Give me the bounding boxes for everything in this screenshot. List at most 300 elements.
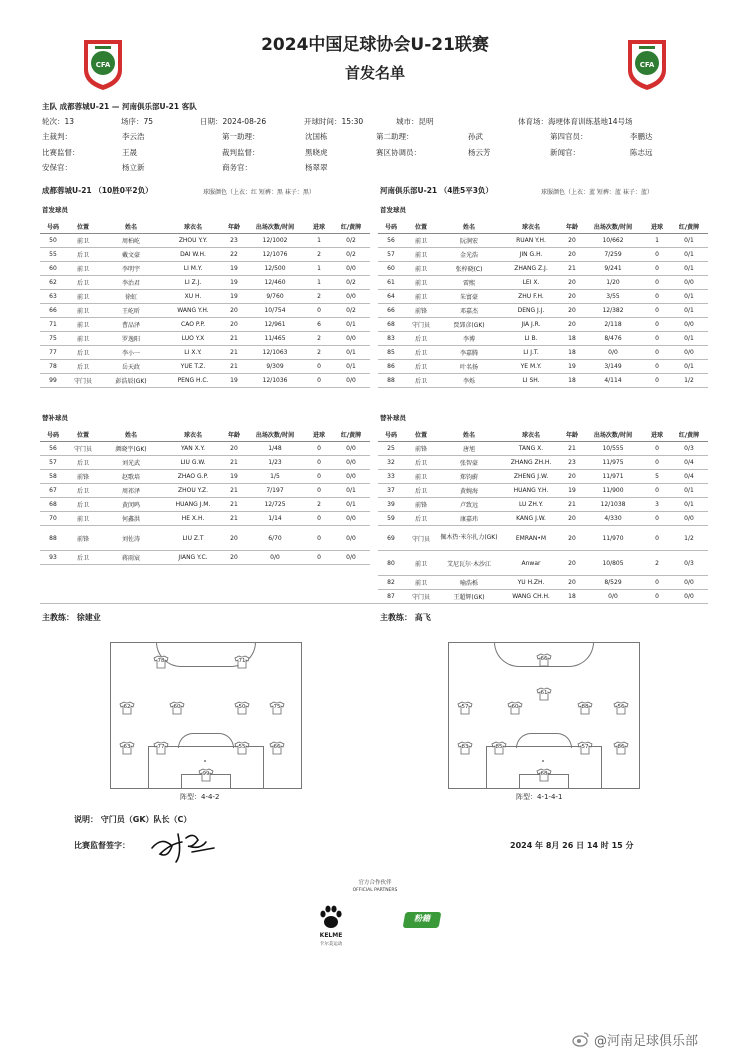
cell-age: 21 [562, 498, 582, 512]
cell-position: 前卫 [66, 332, 100, 346]
cell-cards: 0/1 [332, 360, 370, 374]
cell-position: 后卫 [66, 360, 100, 374]
player-shirt-icon [613, 701, 629, 715]
cell-name: 朱富豪 [438, 290, 500, 304]
table-header-row [378, 428, 708, 442]
player-shirt-icon [536, 687, 552, 701]
cell-appearances: 10/662 [582, 234, 644, 248]
cell-goals: 0 [306, 484, 332, 498]
away-team-name: 河南俱乐部U-21 （4胜5平3负） [380, 186, 493, 195]
cell-number: 63 [40, 290, 66, 304]
cell-name: 佩木热·米尔扎力(GK) [438, 526, 500, 551]
cell-appearances: 12/1036 [244, 374, 306, 388]
cell-age: 18 [562, 332, 582, 346]
cell-name: 喻浩栎 [438, 576, 500, 590]
table-row [378, 498, 708, 512]
table-row [40, 290, 370, 304]
cell-age: 19 [562, 360, 582, 374]
cell-cards: 0/1 [670, 262, 708, 276]
kelme-paw-icon [318, 904, 344, 930]
cell-number: 37 [378, 484, 404, 498]
cell-appearances: 12/961 [244, 318, 306, 332]
official-name: 黑晓虎 [305, 148, 328, 157]
official-label: 安保官： [42, 163, 72, 172]
cell-cards: 0/1 [670, 304, 708, 318]
cell-name: 黄闵鸣 [100, 498, 162, 512]
player-shirt-number: 77 [157, 744, 165, 750]
cell-position: 后卫 [66, 551, 100, 565]
cell-appearances: 1/23 [244, 456, 306, 470]
cell-shirt-name: JIN G.H. [500, 248, 562, 262]
cell-position: 前卫 [404, 276, 438, 290]
player-shirt-icon [119, 701, 135, 715]
column-header: 球衣名 [500, 428, 562, 442]
cell-cards: 0/1 [670, 290, 708, 304]
cell-goals: 0 [644, 456, 670, 470]
table-row [378, 262, 708, 276]
cell-shirt-name: HE X.H. [162, 512, 224, 526]
cell-cards: 0/1 [670, 248, 708, 262]
cell-name: 彭浩辰(GK) [100, 374, 162, 388]
cell-name: 李明宇 [100, 262, 162, 276]
cell-number: 64 [378, 290, 404, 304]
player-shirt-icon [269, 701, 285, 715]
cell-appearances: 3/55 [582, 290, 644, 304]
table-row [378, 360, 708, 374]
cell-name: 周祁泽 [100, 484, 162, 498]
cell-position: 前卫 [66, 512, 100, 526]
cell-appearances: 0/0 [244, 551, 306, 565]
column-header: 球衣名 [162, 428, 224, 442]
cell-age: 23 [562, 456, 582, 470]
column-header: 姓名 [100, 428, 162, 442]
cell-appearances: 7/197 [244, 484, 306, 498]
cell-name: 卢致远 [438, 498, 500, 512]
cell-appearances: 12/382 [582, 304, 644, 318]
cell-name: 金光浩 [438, 248, 500, 262]
cell-cards: 0/0 [670, 276, 708, 290]
cell-age: 20 [562, 234, 582, 248]
cell-number: 87 [378, 590, 404, 604]
cell-age: 21 [224, 332, 244, 346]
page-subtitle: 首发名单 [344, 64, 405, 82]
cell-number: 78 [40, 360, 66, 374]
cell-goals: 0 [644, 318, 670, 332]
cell-appearances: 1/5 [244, 470, 306, 484]
cell-goals: 0 [644, 526, 670, 551]
table-row [378, 470, 708, 484]
match-number: 场序：75 [121, 117, 154, 126]
player-shirt-number: 55 [238, 744, 246, 750]
player-shirt-icon [536, 768, 552, 782]
cell-shirt-name: YE M.Y. [500, 360, 562, 374]
table-row [40, 484, 370, 498]
cell-shirt-name: RUAN Y.H. [500, 234, 562, 248]
player-shirt-number: 66 [273, 744, 281, 750]
player-shirt-icon [234, 701, 250, 715]
cell-position: 前卫 [404, 551, 438, 576]
column-header: 姓名 [438, 220, 500, 234]
cell-goals: 0 [644, 262, 670, 276]
cell-age: 20 [562, 512, 582, 526]
cell-appearances: 7/259 [582, 248, 644, 262]
cell-appearances: 11/970 [582, 526, 644, 551]
cell-age: 18 [562, 346, 582, 360]
cell-shirt-name: YUE T.Z. [162, 360, 224, 374]
cell-appearances: 10/555 [582, 442, 644, 456]
cell-name: 艾尼瓦尔·木沙江 [438, 551, 500, 576]
table-row [378, 551, 708, 576]
cell-shirt-name: TANG X. [500, 442, 562, 456]
cell-cards: 0/0 [670, 318, 708, 332]
cell-number: 83 [378, 332, 404, 346]
cell-cards: 0/4 [670, 456, 708, 470]
cell-cards: 0/1 [332, 498, 370, 512]
cell-goals: 2 [306, 332, 332, 346]
player-shirt-number: 56 [617, 704, 625, 710]
column-header: 红/黄牌 [670, 220, 708, 234]
player-shirt-icon [269, 741, 285, 755]
cell-age: 21 [224, 346, 244, 360]
cell-age: 20 [562, 576, 582, 590]
official-name: 沈国栋 [305, 132, 328, 141]
cell-age: 20 [562, 276, 582, 290]
cell-cards: 0/2 [332, 248, 370, 262]
cell-goals: 0 [644, 304, 670, 318]
cell-shirt-name: LU ZH.Y. [500, 498, 562, 512]
column-header: 出场次数/时间 [244, 428, 306, 442]
cell-position: 守门员 [404, 590, 438, 604]
cell-goals: 0 [306, 470, 332, 484]
cell-shirt-name: LI Z.J. [162, 276, 224, 290]
cell-cards: 0/3 [670, 551, 708, 576]
cell-name: 周柏屹 [100, 234, 162, 248]
player-shirt-number: 50 [238, 704, 246, 710]
table-row [40, 374, 370, 388]
player-shirt-icon [153, 655, 169, 669]
cell-cards: 0/0 [332, 262, 370, 276]
official-name: 陈志远 [630, 148, 653, 157]
cell-name: 贾郢彦(GK) [438, 318, 500, 332]
cell-shirt-name: PENG H.C. [162, 374, 224, 388]
column-header: 号码 [40, 428, 66, 442]
cell-number: 93 [40, 551, 66, 565]
official-label: 第二助理： [376, 132, 414, 141]
cell-number: 60 [40, 262, 66, 276]
player-shirt-number: 99 [202, 771, 210, 777]
cell-shirt-name: ZHENG J.W. [500, 470, 562, 484]
cell-cards: 0/0 [332, 551, 370, 565]
kickoff: 开球时间：15:30 [304, 117, 364, 126]
table-row [378, 304, 708, 318]
table-row [40, 262, 370, 276]
cell-position: 后卫 [404, 512, 438, 526]
cell-appearances: 11/971 [582, 470, 644, 484]
column-header: 年龄 [562, 220, 582, 234]
cell-cards: 0/1 [670, 234, 708, 248]
cell-age: 20 [562, 304, 582, 318]
divider [40, 603, 708, 604]
legend-note: 说明： 守门员（GK）队长（C） [74, 815, 192, 824]
cell-age: 20 [562, 318, 582, 332]
away-kit: 球服颜色（上衣：蓝 短裤：蓝 袜子：蓝） [541, 189, 653, 196]
away-starters-table [378, 220, 708, 388]
svg-text:CFA: CFA [639, 61, 655, 69]
cell-position: 前卫 [66, 290, 100, 304]
home-coach: 主教练： 徐建业 [42, 613, 101, 622]
cell-shirt-name: LIU G.W. [162, 456, 224, 470]
table-row [40, 442, 370, 456]
cell-age: 19 [224, 290, 244, 304]
partner2-text: 粉籍 [414, 914, 430, 923]
official-name: 杨立新 [122, 163, 145, 172]
cell-name: 蒋雨宸 [100, 551, 162, 565]
cell-cards: 0/1 [670, 484, 708, 498]
cell-goals: 0 [644, 360, 670, 374]
cell-name: 雷熙 [438, 276, 500, 290]
table-row [40, 234, 370, 248]
cell-name: 叶名扬 [438, 360, 500, 374]
cell-appearances: 4/330 [582, 512, 644, 526]
cell-name: 颜晓宇(GK) [100, 442, 162, 456]
cell-goals: 0 [306, 442, 332, 456]
cell-number: 75 [40, 332, 66, 346]
cell-position: 前锋 [404, 304, 438, 318]
cell-name: 李烁 [438, 374, 500, 388]
cell-number: 59 [378, 512, 404, 526]
table-row [378, 526, 708, 551]
table-row [378, 318, 708, 332]
column-header: 姓名 [100, 220, 162, 234]
cell-shirt-name: WANG Y.H. [162, 304, 224, 318]
cell-number: 70 [40, 512, 66, 526]
cell-goals: 0 [644, 442, 670, 456]
column-header: 红/黄牌 [332, 220, 370, 234]
cell-position: 前锋 [404, 442, 438, 456]
cell-shirt-name: ZHU F.H. [500, 290, 562, 304]
cell-number: 71 [40, 318, 66, 332]
cell-appearances: 12/1038 [582, 498, 644, 512]
table-row [40, 248, 370, 262]
venue: 体育场：海埂体育训练基地14号场 [518, 117, 633, 126]
cell-appearances: 9/241 [582, 262, 644, 276]
cell-number: 77 [40, 346, 66, 360]
cell-name: 曹品泽 [100, 318, 162, 332]
cell-shirt-name: HUANG J.M. [162, 498, 224, 512]
table-header-row [378, 220, 708, 234]
table-row [378, 332, 708, 346]
cell-number: 58 [40, 470, 66, 484]
cell-name: 李治君 [100, 276, 162, 290]
player-shirt-number: 71 [238, 658, 246, 664]
official-label: 赛区协调员： [376, 148, 421, 157]
table-row [378, 290, 708, 304]
table-row [40, 304, 370, 318]
cell-appearances: 12/460 [244, 276, 306, 290]
column-header: 号码 [378, 220, 404, 234]
cell-position: 前锋 [66, 526, 100, 551]
player-shirt-number: 88 [581, 704, 589, 710]
cell-position: 前卫 [404, 234, 438, 248]
table-row [40, 512, 370, 526]
cell-goals: 5 [644, 470, 670, 484]
player-shirt-icon [153, 741, 169, 755]
cell-shirt-name: YAN X.Y. [162, 442, 224, 456]
player-shirt-number: 57 [581, 744, 589, 750]
watermark: @河南足球俱乐部 [594, 1034, 699, 1049]
cell-appearances: 9/309 [244, 360, 306, 374]
cell-goals: 0 [306, 526, 332, 551]
table-row [40, 551, 370, 565]
table-row [378, 276, 708, 290]
home-subs-table [40, 428, 370, 565]
cell-name: 张智豪 [438, 456, 500, 470]
cell-cards: 0/0 [670, 590, 708, 604]
player-shirt-icon [198, 768, 214, 782]
cell-position: 后卫 [404, 484, 438, 498]
kelme-text: KELME [319, 932, 343, 939]
cell-shirt-name: ZHAO G.P. [162, 470, 224, 484]
official-name: 孙武 [468, 132, 483, 141]
cell-cards: 0/0 [670, 346, 708, 360]
cell-number: 57 [378, 248, 404, 262]
weibo-icon [572, 1031, 590, 1047]
cell-number: 88 [378, 374, 404, 388]
player-shirt-number: 60 [511, 704, 519, 710]
cell-age: 20 [224, 551, 244, 565]
cell-appearances: 11/465 [244, 332, 306, 346]
partners-label: 官方合作伙伴 [358, 880, 392, 886]
column-header: 红/黄牌 [332, 428, 370, 442]
cell-number: 25 [378, 442, 404, 456]
cell-goals: 6 [306, 318, 332, 332]
cell-appearances: 12/1002 [244, 234, 306, 248]
cell-position: 前卫 [66, 234, 100, 248]
column-header: 进球 [644, 428, 670, 442]
cell-name: 阮涧宏 [438, 234, 500, 248]
city: 城市：昆明 [396, 117, 434, 126]
column-header: 位置 [66, 220, 100, 234]
svg-text:CFA: CFA [95, 61, 111, 69]
player-shirt-number: 60 [173, 704, 181, 710]
cell-appearances: 8/529 [582, 576, 644, 590]
cell-cards: 0/0 [332, 374, 370, 388]
cell-name: 李嘉腾 [438, 346, 500, 360]
kelme-sub: 卡尔美运动 [319, 942, 343, 947]
cell-goals: 0 [306, 360, 332, 374]
home-starters-table [40, 220, 370, 388]
cell-cards: 0/1 [332, 484, 370, 498]
cell-appearances: 3/149 [582, 360, 644, 374]
cell-position: 后卫 [404, 346, 438, 360]
cell-cards: 0/1 [670, 332, 708, 346]
away-subs-label: 替补球员 [380, 414, 406, 422]
cell-position: 前卫 [404, 248, 438, 262]
cell-name: 刘佐涛 [100, 526, 162, 551]
cell-shirt-name: LIU Z.T [162, 526, 224, 551]
cell-age: 20 [562, 248, 582, 262]
home-kit: 球服颜色（上衣：红 短裤：黑 袜子：黑） [203, 189, 315, 196]
partners-sub: OFFICIAL PARTNERS [352, 888, 398, 893]
cell-shirt-name: XU H. [162, 290, 224, 304]
cell-shirt-name: DAI W.H. [162, 248, 224, 262]
player-shirt-icon [234, 655, 250, 669]
cell-goals: 2 [306, 248, 332, 262]
cell-shirt-name: JIANG Y.C. [162, 551, 224, 565]
player-shirt-number: 57 [461, 704, 469, 710]
signature-label: 比赛监督签字： [74, 841, 130, 850]
cell-number: 61 [378, 276, 404, 290]
cell-position: 前卫 [66, 262, 100, 276]
column-header: 进球 [306, 428, 332, 442]
cell-cards: 0/3 [670, 442, 708, 456]
cell-name: 李小一 [100, 346, 162, 360]
cell-appearances: 10/754 [244, 304, 306, 318]
cell-cards: 1/2 [670, 526, 708, 551]
cell-appearances: 11/900 [582, 484, 644, 498]
cell-position: 前锋 [66, 470, 100, 484]
cell-appearances: 0/0 [582, 590, 644, 604]
column-header: 号码 [40, 220, 66, 234]
cell-goals: 0 [306, 304, 332, 318]
home-subs-label: 替补球员 [42, 414, 68, 422]
cell-age: 19 [224, 276, 244, 290]
cell-shirt-name: WANG CH.H. [500, 590, 562, 604]
column-header: 年龄 [562, 428, 582, 442]
cell-cards: 0/0 [332, 290, 370, 304]
cell-name: 唐旭 [438, 442, 500, 456]
table-row [40, 332, 370, 346]
cell-name: 王屹昕 [100, 304, 162, 318]
cell-position: 后卫 [404, 456, 438, 470]
cell-cards: 0/1 [670, 360, 708, 374]
home-team-name: 成都蓉城U-21 （10胜0平2负） [42, 186, 153, 195]
cell-cards: 0/2 [332, 234, 370, 248]
cell-age: 20 [224, 304, 244, 318]
cell-cards: 0/1 [332, 318, 370, 332]
cell-cards: 0/0 [670, 512, 708, 526]
cell-position: 后卫 [66, 276, 100, 290]
table-row [40, 526, 370, 551]
cell-position: 后卫 [404, 360, 438, 374]
cell-position: 后卫 [404, 332, 438, 346]
cell-position: 前锋 [404, 498, 438, 512]
cell-appearances: 6/70 [244, 526, 306, 551]
cell-goals: 0 [644, 590, 670, 604]
table-header-row [40, 428, 370, 442]
cell-number: 66 [40, 304, 66, 318]
cell-position: 守门员 [66, 374, 100, 388]
table-row [378, 374, 708, 388]
cell-name: 岳天政 [100, 360, 162, 374]
official-name: 杨云芳 [468, 148, 491, 157]
cell-position: 守门员 [66, 442, 100, 456]
cell-shirt-name: LUO Y.X [162, 332, 224, 346]
cell-position: 后卫 [66, 456, 100, 470]
table-row [378, 456, 708, 470]
cell-goals: 2 [644, 551, 670, 576]
column-header: 出场次数/时间 [582, 428, 644, 442]
cell-number: 32 [378, 456, 404, 470]
cell-name: 郑钧蔚 [438, 470, 500, 484]
player-shirt-number: 62 [123, 704, 131, 710]
table-row [378, 576, 708, 590]
player-shirt-icon [457, 741, 473, 755]
cell-name: 刘光武 [100, 456, 162, 470]
cell-goals: 0 [306, 374, 332, 388]
cell-age: 20 [562, 526, 582, 551]
round: 轮次：13 [42, 117, 75, 126]
